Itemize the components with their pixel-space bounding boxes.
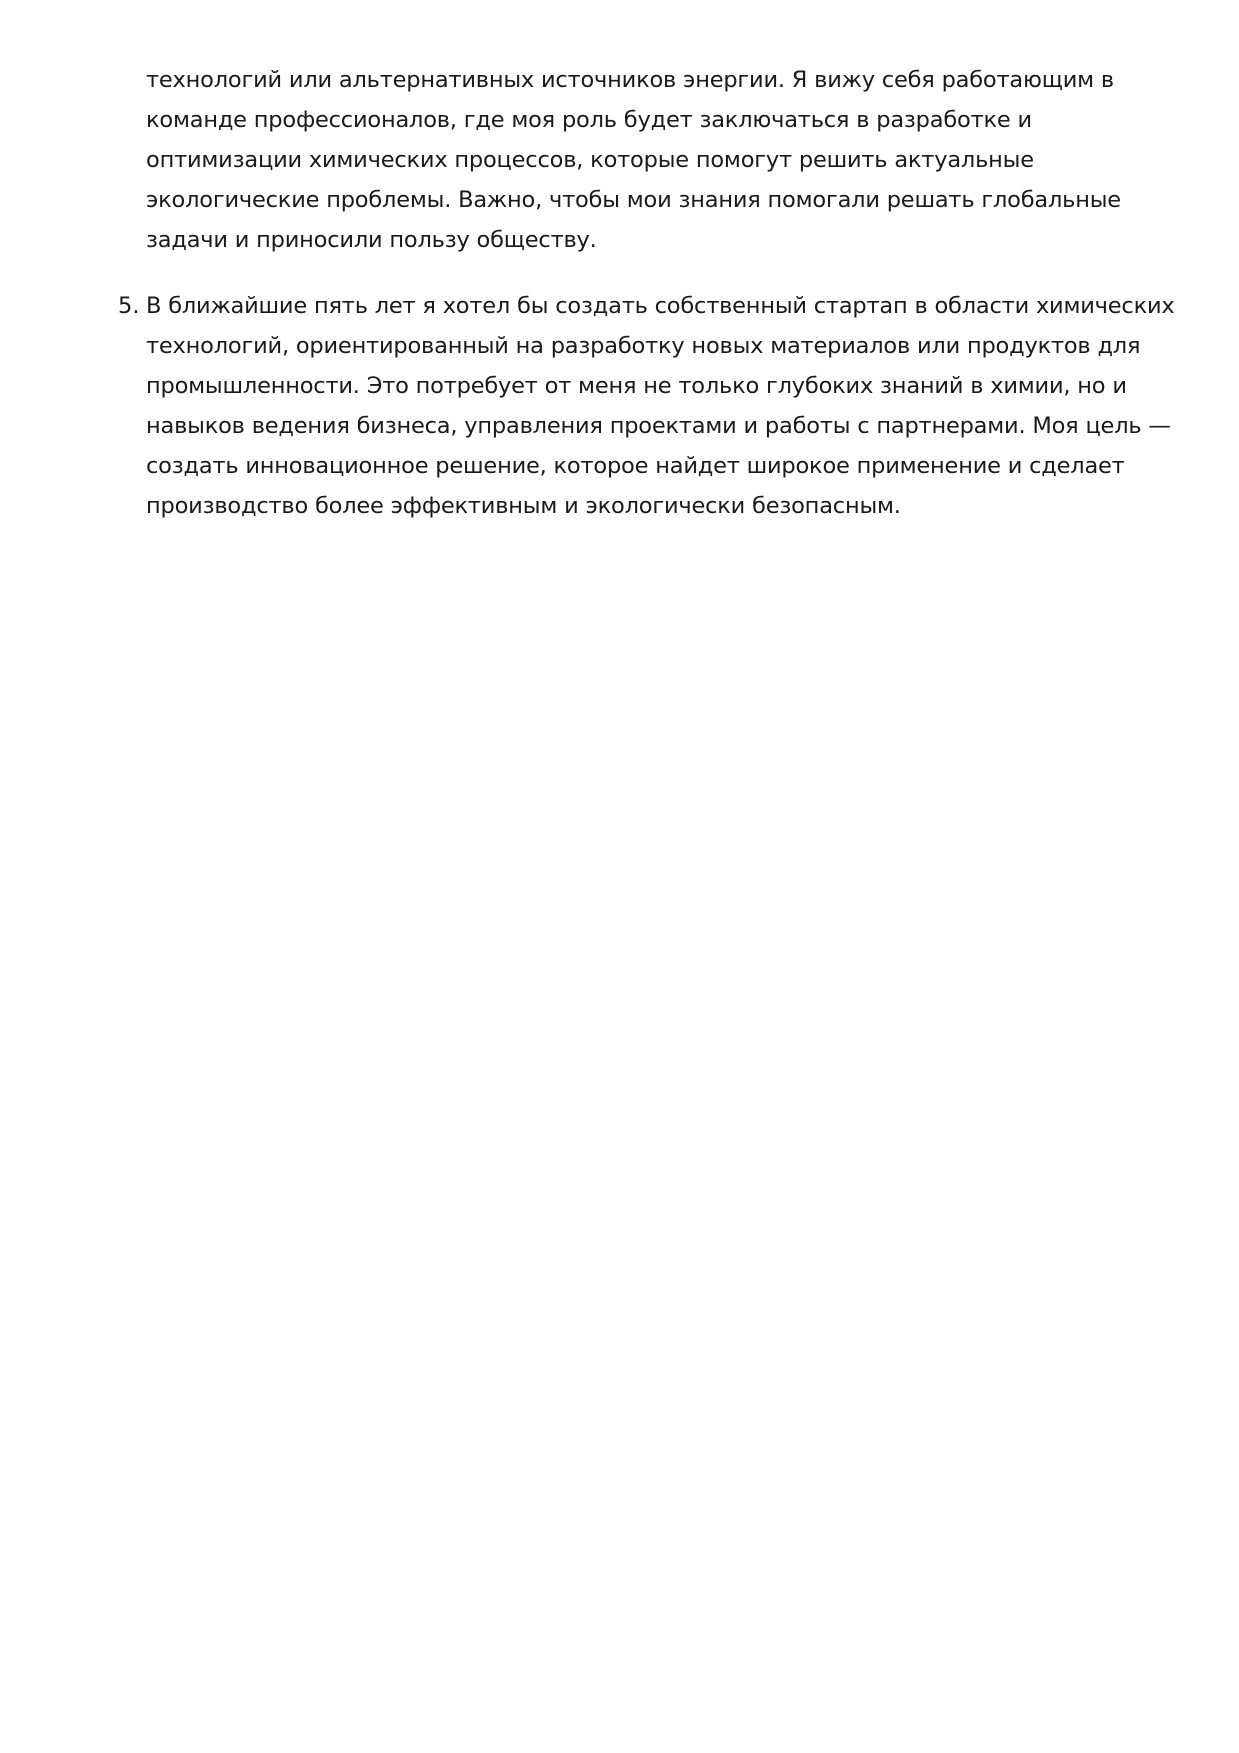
list-item-4-continuation <box>146 60 1166 260</box>
list-item-5 <box>118 286 1175 526</box>
paragraph-line: технологий, ориентированный на разработку новых материалов или продуктов для <box>146 333 1141 359</box>
paragraph-line: навыков ведения бизнеса, управления проектами и работы с партнерами. Моя цель — <box>146 413 1171 439</box>
paragraph-line: создать инновационное решение, которое найдет широкое применение и сделает <box>146 453 1125 479</box>
paragraph-line: оптимизации химических процессов, которые помогут решить актуальные <box>146 147 1034 173</box>
paragraph-line: производство более эффективным и экологически безопасным. <box>146 493 901 519</box>
paragraph-line: экологические проблемы. Важно, чтобы мои знания помогали решать глобальные <box>146 187 1121 213</box>
paragraph-line: технологий или альтернативных источников энергии. Я вижу себя работающим в <box>146 67 1114 93</box>
paragraph-line: задачи и приносили пользу обществу. <box>146 227 597 253</box>
paragraph-line: В ближайшие пять лет я хотел бы создать собственный стартап в области химических <box>146 293 1175 319</box>
paragraph-line: команде профессионалов, где моя роль будет заключаться в разработке и <box>146 107 1032 133</box>
list-item-number: 5. <box>118 293 140 319</box>
paragraph-line: промышленности. Это потребует от меня не только глубоких знаний в химии, но и <box>146 373 1127 399</box>
